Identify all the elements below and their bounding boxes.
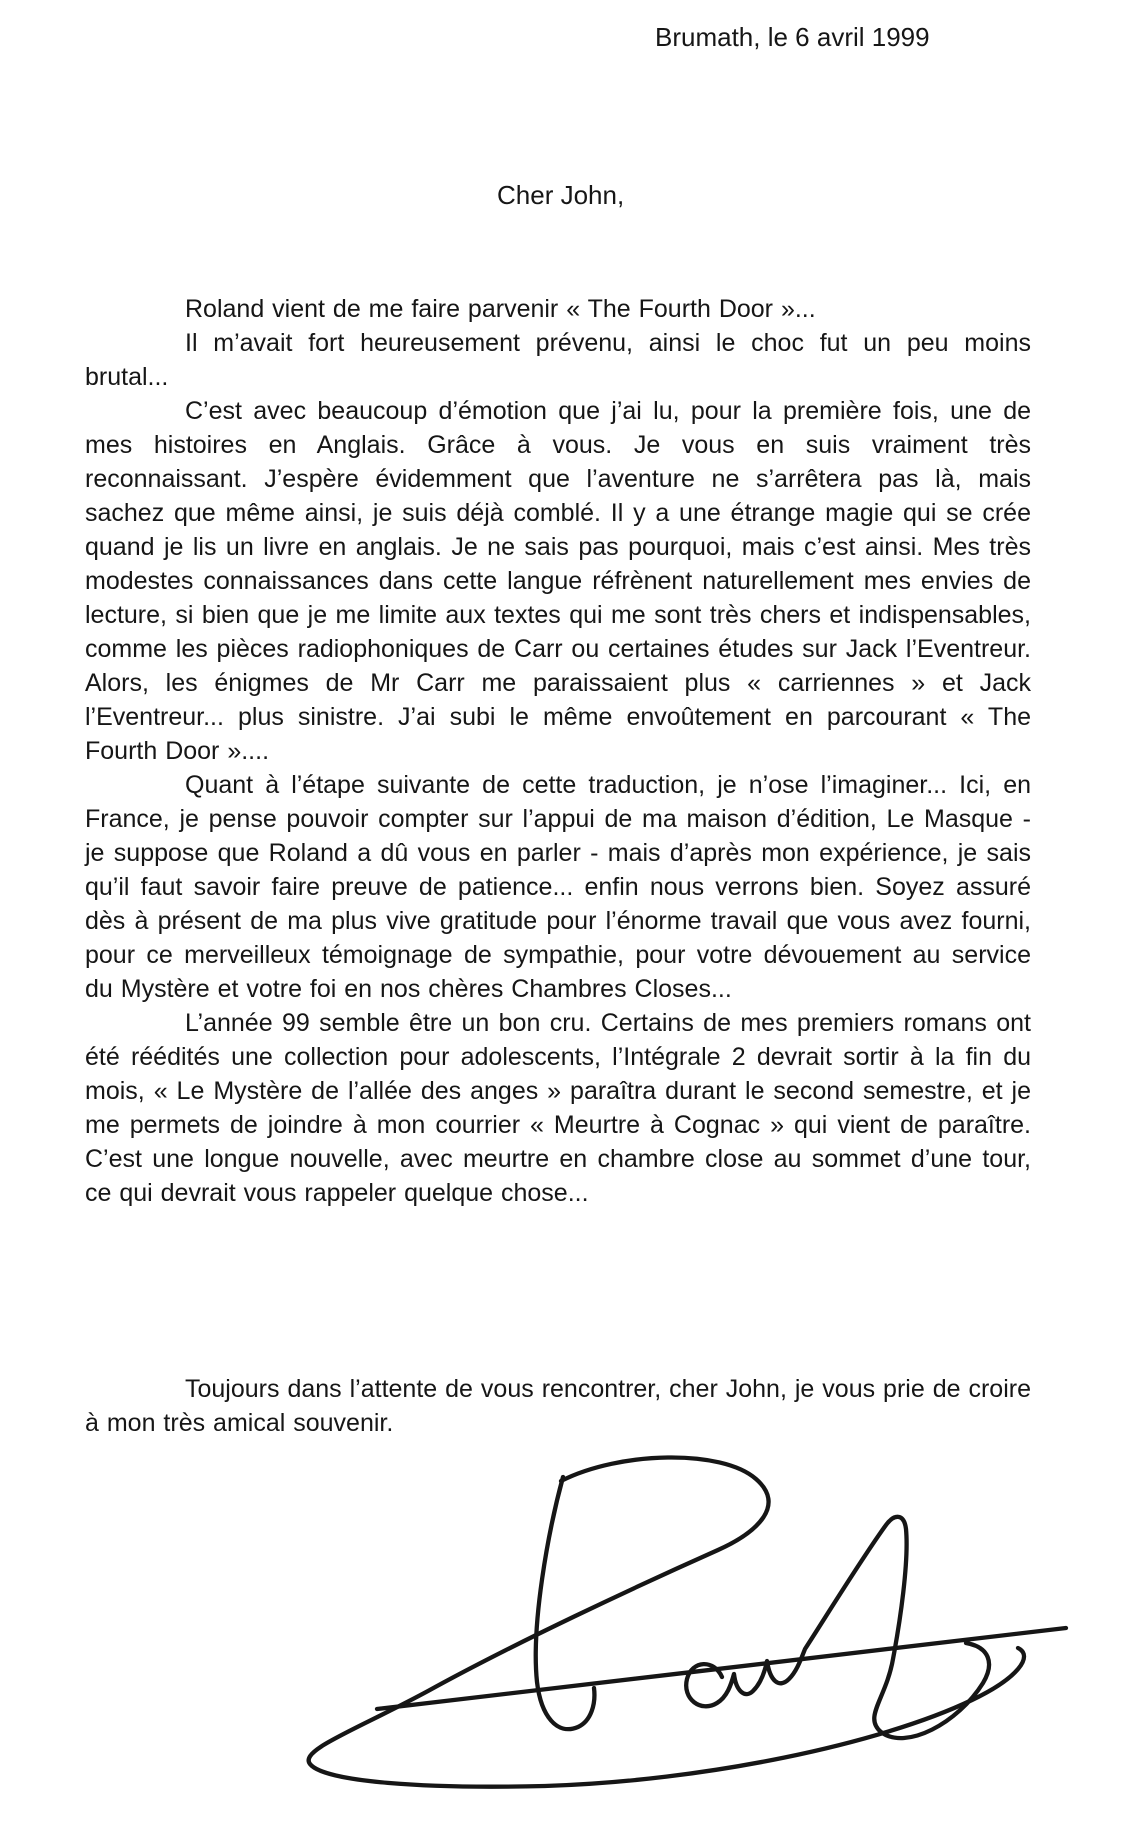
paragraph-3: C’est avec beaucoup d’émotion que j’ai lu, pour la première fois, une de mes histoires en Anglais. Grâce à vous. Je vous en suis vraiment très reconnaissant. J’espère évidemment que l’aventure ne s’arrêtera pas là, mais sachez que même ainsi, je suis déjà comblé. Il y a une étrange magie qui se crée quand je lis un livre en anglais. Je ne sais pas pourquoi, mais c’est ainsi. Mes très modestes connaissances dans cette langue réfrènent naturellement mes envies de lecture, si bien que je me limite aux textes qui me sont très chers et indispensables, comme les pièces radiophoniques de Carr ou certaines études sur Jack l’Eventreur. Alors, les énigmes de Mr Carr me paraissaient plus « carriennes » et Jack l’Eventreur... plus sinistre. J’ai subi le même envoûtement en parcourant « The Fourth Door ».... xyxy=(85,397,1031,765)
paragraph-2: Il m’avait fort heureusement prévenu, ainsi le choc fut un peu moins brutal... xyxy=(85,329,1031,391)
closing-paragraph: Toujours dans l’attente de vous rencontrer, cher John, je vous prie de croire à mon très amical souvenir. xyxy=(85,1375,1031,1437)
dateline: Brumath, le 6 avril 1999 xyxy=(655,22,930,52)
paragraph-5: L’année 99 semble être un bon cru. Certains de mes premiers romans ont été réédités une collection pour adolescents, l’Intégrale 2 devrait sortir à la fin du mois, « Le Mystère de l’allée des anges » paraîtra durant le second semestre, et je me permets de joindre à mon courrier « Meurtre à Cognac » qui vient de paraître. C’est une longue nouvelle, avec meurtre en chambre close au sommet d’une tour, ce qui devrait vous rappeler quelque chose... xyxy=(85,1009,1031,1207)
signature-icon xyxy=(260,1435,1090,1810)
paragraph-1: Roland vient de me faire parvenir « The Fourth Door »... xyxy=(185,295,816,323)
paragraph-4: Quant à l’étape suivante de cette traduction, je n’ose l’imaginer... Ici, en France, je pense pouvoir compter sur l’appui de ma maison d’édition, Le Masque - je suppose que Roland a dû vous en parler - mais d’après mon expérience, je sais qu’il faut savoir faire preuve de patience... enfin nous verrons bien. Soyez assuré dès à présent de ma plus vive gratitude pour l’énorme travail que vous avez fourni, pour ce merveilleux témoignage de sympathie, pour votre dévouement au service du Mystère et votre foi en nos chères Chambres Closes... xyxy=(85,771,1031,1003)
salutation: Cher John, xyxy=(497,180,625,210)
letter-body xyxy=(85,292,1031,1210)
